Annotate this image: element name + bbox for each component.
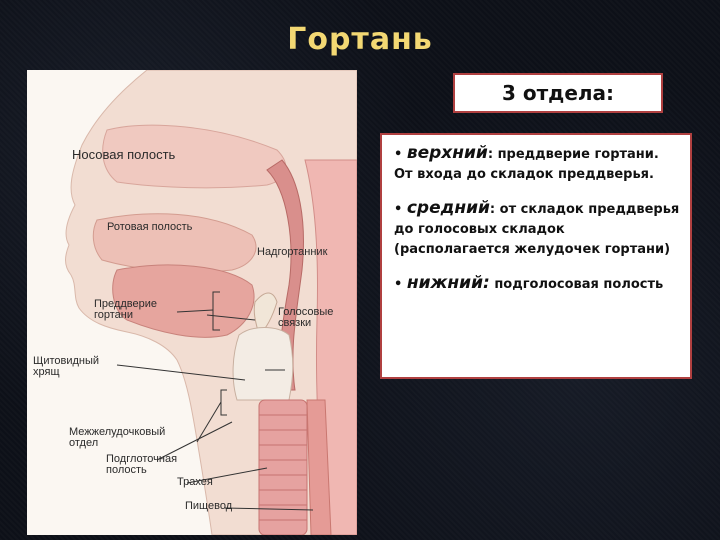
larynx-anatomy-figure: [27, 70, 357, 535]
larynx-shape: [233, 328, 293, 401]
bullet: •: [394, 277, 403, 292]
trachea-shape: [259, 400, 307, 535]
section-term-lower: нижний:: [406, 273, 490, 293]
label-oral-cavity: Ротовая полость: [107, 221, 193, 233]
label-nasal-cavity: Носовая полость: [72, 147, 176, 162]
section-text-lower: подголосовая полость: [489, 277, 664, 292]
slide-title: Гортань: [287, 22, 433, 57]
sections-heading: 3 отдела:: [501, 81, 615, 105]
label-subglottic-2: полость: [106, 464, 147, 476]
label-esophagus: Пищевод: [185, 500, 233, 512]
section-item-middle: [394, 198, 680, 260]
section-text-upper: : преддверие гортани. От входа до складок преддверья.: [394, 147, 659, 182]
section-term-middle: средний: [406, 198, 490, 218]
sections-heading-box: [453, 73, 663, 113]
label-vestibule-2: гортани: [94, 309, 134, 321]
label-ventricle-1: Межжелудочковый: [69, 426, 166, 438]
section-item-upper: [394, 143, 680, 185]
label-subglottic-1: Подглоточная: [106, 453, 178, 465]
label-thyroid-2: хрящ: [33, 366, 60, 378]
sections-description-box: [380, 133, 692, 379]
section-text-middle: : от складок преддверья до голосовых складок (располагается желудочек гортани): [394, 202, 680, 257]
label-ventricle-2: отдел: [69, 437, 99, 449]
anatomy-illustration: [27, 70, 357, 535]
section-term-upper: верхний: [406, 143, 488, 163]
label-trachea: Трахея: [177, 476, 213, 488]
label-vocal-cords-1: Голосовые: [278, 306, 334, 318]
section-item-lower: [394, 273, 680, 295]
bullet: •: [394, 202, 403, 217]
label-epiglottis: Надгортанник: [257, 246, 328, 258]
label-vestibule-1: Преддверие: [94, 298, 157, 310]
label-vocal-cords-2: связки: [278, 317, 312, 329]
bullet: •: [394, 147, 403, 162]
label-thyroid-1: Щитовидный: [33, 355, 100, 367]
